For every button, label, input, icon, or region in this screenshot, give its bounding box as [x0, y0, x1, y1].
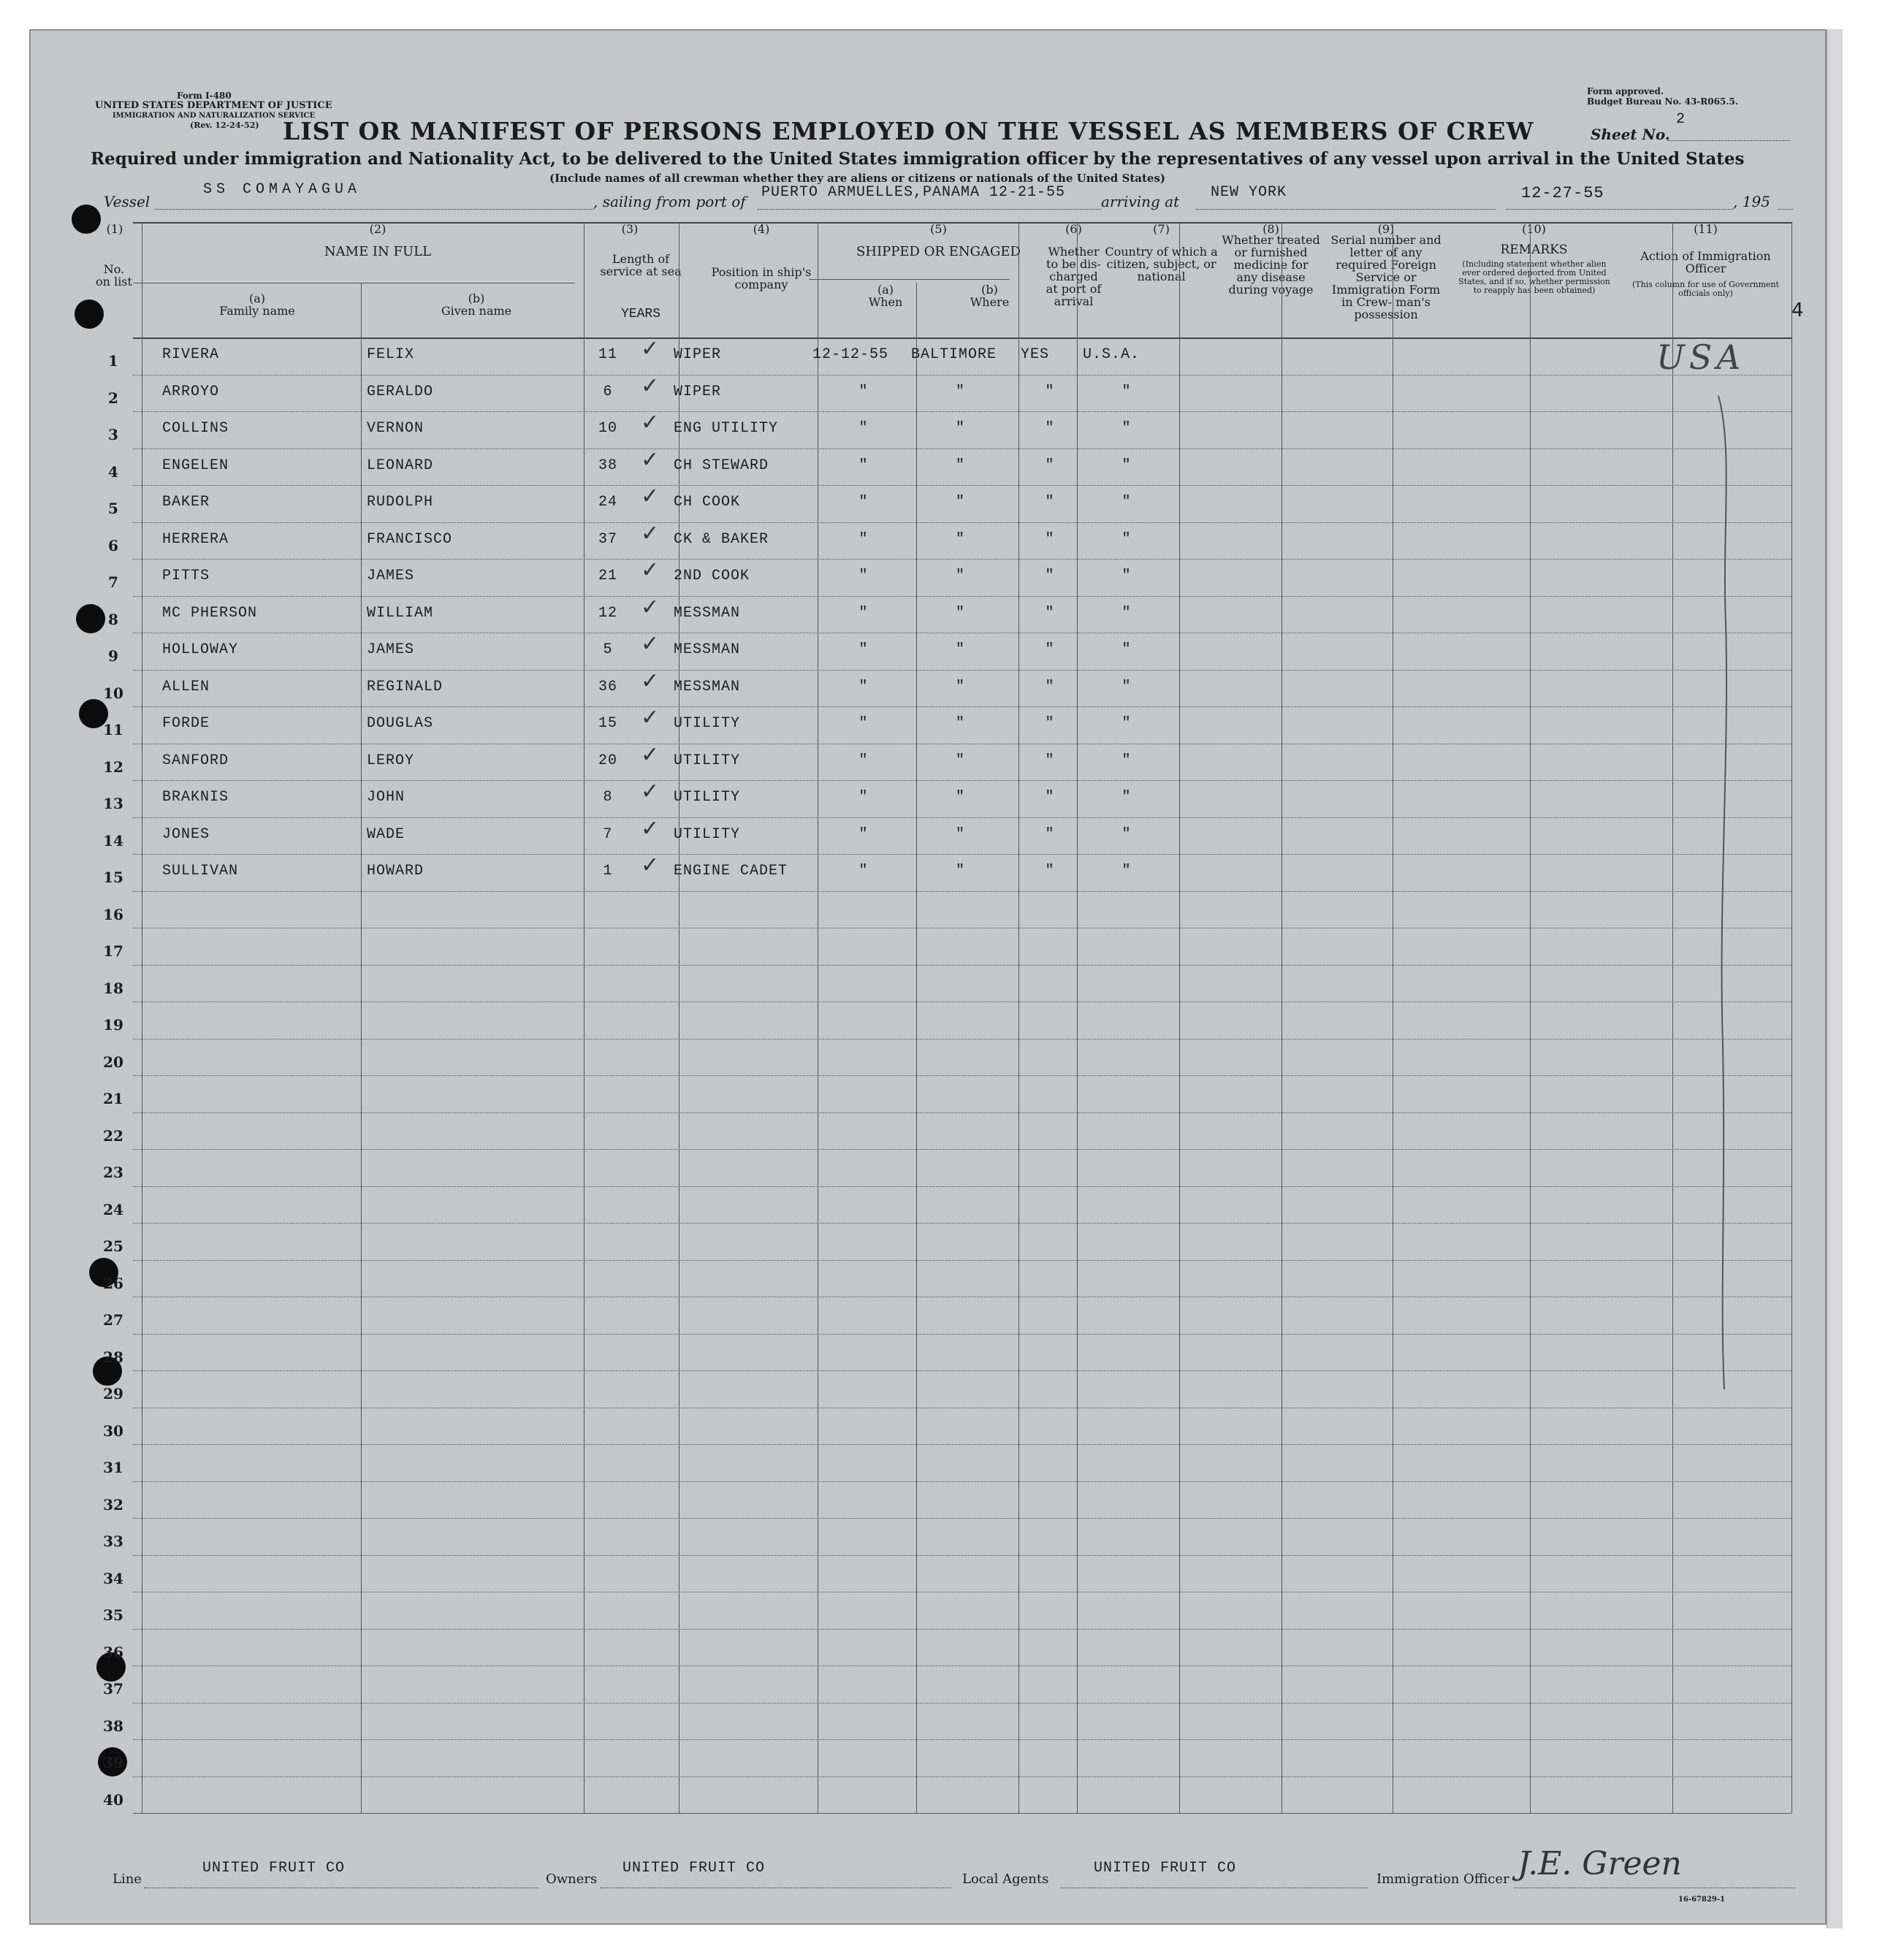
check-mark-icon: ✓	[641, 631, 660, 657]
grid-column-line	[1530, 222, 1531, 1813]
crew-position: CH STEWARD	[674, 457, 769, 474]
crew-where: "	[955, 383, 965, 400]
check-mark-icon: ✓	[641, 446, 660, 473]
row-number: 28	[103, 1348, 123, 1366]
crew-family: PITTS	[162, 568, 210, 584]
crew-when: "	[858, 825, 869, 843]
side-mark: 4	[1791, 299, 1804, 321]
crew-when: "	[858, 420, 869, 437]
grid-row-line	[133, 1555, 1791, 1556]
immigration-action-mark: USA	[1656, 337, 1745, 377]
crew-discharged: "	[1045, 494, 1055, 511]
row-number: 39	[103, 1754, 123, 1771]
crew-family: FORDE	[162, 715, 210, 732]
row-number: 15	[103, 869, 123, 886]
vessel-name: SS COMAYAGUA	[203, 181, 362, 198]
crew-discharged: "	[1045, 641, 1055, 658]
col6-label: Whether to be dis- charged at port of arrival	[1046, 245, 1102, 308]
check-mark-icon: ✓	[641, 594, 660, 620]
row-number: 10	[103, 684, 123, 702]
col7-label: Country of which a citizen, subject, or national	[1105, 245, 1218, 283]
crew-given: WILLIAM	[367, 604, 434, 622]
crew-given: LEROY	[367, 752, 415, 769]
crew-where: "	[955, 752, 965, 769]
crew-country: "	[1122, 825, 1132, 843]
crew-family: BRAKNIS	[162, 789, 229, 806]
department-name: UNITED STATES DEPARTMENT OF JUSTICE	[95, 100, 332, 111]
budget-bureau-no: Budget Bureau No. 43-R065.5.	[1587, 96, 1739, 107]
crew-discharged: "	[1045, 420, 1055, 437]
grid-row-line	[133, 780, 1791, 781]
row-number: 4	[108, 462, 118, 481]
crew-when: "	[858, 715, 869, 732]
crew-discharged: "	[1045, 752, 1055, 769]
crew-when: "	[858, 383, 869, 400]
arriving-at-label: arriving at	[1101, 193, 1180, 210]
crew-country: "	[1122, 715, 1132, 732]
col2a-label: Family name	[219, 304, 295, 318]
crew-given: VERNON	[367, 420, 424, 437]
col6-number: (6)	[1065, 222, 1082, 236]
crew-discharged: "	[1045, 825, 1055, 843]
crew-where: "	[955, 641, 965, 658]
crew-years: 8	[603, 789, 613, 806]
crew-where: "	[955, 715, 965, 732]
year-label: , 195	[1733, 193, 1770, 210]
crew-position: ENGINE CADET	[674, 863, 788, 879]
crew-position: MESSMAN	[674, 641, 741, 658]
grid-column-line	[1179, 222, 1180, 1813]
crew-given: HOWARD	[367, 863, 424, 879]
col10-label: REMARKS	[1500, 243, 1568, 257]
crew-country: "	[1122, 494, 1132, 511]
check-mark-icon: ✓	[641, 705, 660, 730]
crew-country: "	[1122, 863, 1132, 879]
crew-where: "	[955, 420, 965, 437]
col11-label: Action of Immigration Officer	[1640, 249, 1771, 275]
row-number: 20	[103, 1053, 123, 1071]
crew-where: BALTIMORE	[911, 346, 997, 363]
row-number: 33	[103, 1533, 123, 1550]
crew-family: COLLINS	[162, 420, 229, 437]
sailing-from-label: , sailing from port of	[593, 193, 746, 210]
grid-row-line	[133, 1370, 1791, 1371]
crew-position: UTILITY	[674, 789, 741, 806]
grid-column-line	[1672, 222, 1673, 1813]
grid-row-line	[133, 337, 1791, 339]
grid-row-line	[133, 1444, 1791, 1445]
grid-row-line	[133, 817, 1791, 818]
row-number: 1	[108, 352, 118, 370]
crew-years: 6	[603, 383, 613, 400]
owners-value: UNITED FRUIT CO	[622, 1860, 766, 1877]
crew-position: CH COOK	[674, 494, 741, 511]
crew-when: "	[858, 789, 869, 806]
crew-given: DOUGLAS	[367, 715, 434, 732]
crew-country: "	[1122, 678, 1132, 695]
crew-where: "	[955, 457, 965, 474]
crew-discharged: "	[1045, 568, 1055, 584]
crew-years: 24	[598, 494, 617, 511]
col5a-number: (a)	[877, 283, 894, 297]
crew-when: 12-12-55	[812, 346, 889, 363]
form-subtitle: Required under immigration and Nationality Act, to be delivered to the United States immigration officer by the representatives of any vessel upon arrival in the United States	[91, 149, 1745, 169]
crew-when: "	[858, 530, 869, 548]
crew-family: HOLLOWAY	[162, 641, 239, 658]
crew-discharged: "	[1045, 678, 1055, 695]
col5-number: (5)	[930, 222, 947, 236]
grid-row-line	[133, 965, 1791, 966]
col10-note: (Including statement whether alien ever ordered deported from United States, and if so, whether permission to reapply has been obtained)	[1458, 259, 1610, 295]
crew-family: HERRERA	[162, 530, 229, 548]
grid-row-line	[133, 222, 1791, 224]
grid-row-line	[133, 1739, 1791, 1740]
crew-position: 2ND COOK	[674, 568, 750, 584]
row-number: 36	[103, 1643, 123, 1661]
grid-row-line	[133, 1075, 1791, 1076]
row-number: 21	[103, 1090, 123, 1107]
row-number: 2	[108, 389, 118, 407]
crew-when: "	[858, 863, 869, 879]
form-title: LIST OR MANIFEST OF PERSONS EMPLOYED ON THE VESSEL AS MEMBERS OF CREW	[283, 117, 1534, 145]
crew-country: "	[1122, 568, 1132, 584]
col2b-label: Given name	[441, 304, 512, 318]
col7-number: (7)	[1153, 222, 1170, 236]
row-number: 3	[108, 426, 118, 443]
check-mark-icon: ✓	[641, 779, 660, 804]
crew-discharged: "	[1045, 457, 1055, 474]
col8-label: Whether treated or furnished medicine for any disease during voyage	[1222, 233, 1320, 297]
arriving-at-port: NEW YORK	[1211, 184, 1287, 201]
crew-years: 37	[598, 530, 617, 548]
form-subtitle-note: (Include names of all crewman whether they are aliens or citizens or nationals of the United States)	[549, 172, 1165, 185]
grid-row-line	[133, 1776, 1791, 1777]
crew-family: MC PHERSON	[162, 604, 258, 622]
grid-row-line	[133, 1260, 1791, 1261]
crew-where: "	[955, 530, 965, 548]
crew-position: UTILITY	[674, 752, 741, 769]
crew-country: "	[1122, 752, 1132, 769]
grid-row-line	[133, 411, 1791, 412]
crew-years: 15	[598, 715, 617, 732]
row-number: 40	[103, 1790, 123, 1809]
col9-label: Serial number and letter of any required Foreign Service or Immigration Form in Crew- man's possession	[1330, 233, 1442, 321]
crew-when: "	[858, 604, 869, 622]
grid-row-line	[133, 1813, 1791, 1814]
row-number: 14	[103, 831, 123, 850]
col2-label: NAME IN FULL	[324, 244, 432, 259]
crew-discharged: "	[1045, 530, 1055, 548]
crew-years: 1	[603, 863, 613, 879]
check-mark-icon: ✓	[641, 373, 660, 399]
crew-manifest-form	[29, 29, 1827, 1925]
col2a-number: (a)	[248, 291, 266, 305]
col5-label: SHIPPED OR ENGAGED	[856, 244, 1021, 259]
row-number: 27	[103, 1311, 123, 1329]
crew-family: RIVERA	[162, 346, 220, 363]
col1-number: (1)	[106, 222, 123, 236]
check-mark-icon: ✓	[641, 410, 660, 435]
check-mark-icon: ✓	[641, 852, 660, 878]
grid-row-line	[133, 1186, 1791, 1187]
row-number: 17	[103, 942, 123, 960]
crew-given: RUDOLPH	[367, 494, 434, 511]
crew-where: "	[955, 604, 965, 622]
crew-family: SULLIVAN	[162, 863, 239, 879]
crew-family: ARROYO	[162, 383, 220, 400]
crew-given: JAMES	[367, 568, 415, 584]
crew-given: JOHN	[367, 789, 405, 806]
check-mark-icon: ✓	[641, 668, 660, 694]
grid-row-line	[133, 1149, 1791, 1150]
grid-row-line	[809, 279, 1010, 280]
crew-years: 11	[598, 346, 617, 363]
check-mark-icon: ✓	[641, 484, 660, 509]
grid-row-line	[133, 854, 1791, 855]
crew-where: "	[955, 494, 965, 511]
row-number: 25	[103, 1237, 123, 1255]
grid-row-line	[133, 1001, 1791, 1002]
row-number: 9	[108, 647, 118, 665]
sailing-from-port: PUERTO ARMUELLES,PANAMA 12-21-55	[761, 184, 1066, 201]
crew-country: "	[1122, 604, 1132, 622]
crew-family: SANFORD	[162, 752, 229, 769]
crew-country: "	[1122, 641, 1132, 658]
vessel-label: Vessel	[104, 193, 151, 210]
grid-row-line	[133, 1629, 1791, 1630]
crew-country: "	[1122, 457, 1132, 474]
grid-row-line	[133, 1518, 1791, 1519]
crew-family: ALLEN	[162, 678, 210, 695]
owners-label: Owners	[546, 1871, 598, 1887]
row-number: 19	[103, 1016, 123, 1034]
grid-column-line	[1791, 222, 1792, 1813]
row-number: 5	[108, 500, 118, 517]
crew-country: "	[1122, 789, 1132, 806]
col11-number: (11)	[1694, 222, 1718, 236]
col1-label: No. on list	[96, 262, 132, 289]
crew-position: ENG UTILITY	[674, 420, 779, 437]
crew-position: UTILITY	[674, 715, 741, 732]
crew-when: "	[858, 752, 869, 769]
row-number: 18	[103, 979, 123, 997]
grid-row-line	[133, 1334, 1791, 1335]
crew-country: U.S.A.	[1083, 346, 1141, 363]
crew-where: "	[955, 825, 965, 843]
local-agents-value: UNITED FRUIT CO	[1094, 1860, 1237, 1877]
crew-country: "	[1122, 420, 1132, 437]
crew-years: 20	[598, 752, 617, 769]
crew-where: "	[955, 678, 965, 695]
grid-row-line	[133, 559, 1791, 560]
grid-column-line	[916, 283, 917, 1813]
row-number: 38	[103, 1717, 123, 1735]
handwritten-bracket-line	[1689, 389, 1748, 1397]
crew-country: "	[1122, 383, 1132, 400]
row-number: 8	[108, 610, 118, 628]
crew-given: GERALDO	[367, 383, 434, 400]
immigration-officer-label: Immigration Officer	[1376, 1871, 1509, 1887]
check-mark-icon: ✓	[641, 520, 660, 546]
col3-number: (3)	[621, 222, 639, 236]
local-agents-label: Local Agents	[962, 1871, 1049, 1887]
row-number: 34	[103, 1569, 123, 1587]
grid-row-line	[133, 485, 1791, 486]
check-mark-icon: ✓	[641, 741, 660, 768]
grid-row-line	[133, 1223, 1791, 1224]
grid-row-line	[133, 596, 1791, 597]
crew-when: "	[858, 457, 869, 474]
line-label: Line	[113, 1871, 142, 1887]
immigration-officer-signature: J.E. Green	[1518, 1845, 1682, 1882]
grid-row-line	[133, 891, 1791, 892]
row-number: 12	[103, 757, 123, 776]
crew-when: "	[858, 494, 869, 511]
crew-where: "	[955, 863, 965, 879]
row-number: 32	[103, 1495, 123, 1514]
crew-discharged: "	[1045, 789, 1055, 806]
row-number: 11	[103, 721, 123, 739]
grid-column-line	[361, 283, 362, 1813]
crew-where: "	[955, 568, 965, 584]
row-number: 22	[103, 1126, 123, 1145]
col3-label: Length of service at sea	[600, 252, 682, 278]
sheet-number-label: Sheet No.	[1591, 126, 1670, 143]
row-number: 23	[103, 1164, 123, 1181]
crew-where: "	[955, 789, 965, 806]
row-number: 30	[103, 1421, 123, 1440]
crew-years: 38	[598, 457, 617, 474]
print-code: 16-67829-1	[1678, 1896, 1725, 1904]
col2-number: (2)	[369, 222, 386, 236]
grid-row-line	[133, 1665, 1791, 1666]
col2b-number: (b)	[468, 291, 485, 305]
col5b-label: Where	[970, 295, 1010, 309]
row-number: 26	[103, 1274, 123, 1292]
crew-family: JONES	[162, 825, 210, 843]
col9-number: (9)	[1377, 222, 1395, 236]
crew-years: 10	[598, 420, 617, 437]
crew-family: ENGELEN	[162, 457, 229, 474]
punch-hole	[75, 299, 104, 329]
row-number: 35	[103, 1606, 123, 1624]
grid-row-line	[133, 1481, 1791, 1482]
grid-row-line	[133, 522, 1791, 523]
crew-given: REGINALD	[367, 678, 443, 695]
row-number: 16	[103, 905, 123, 923]
col5b-number: (b)	[981, 283, 998, 297]
crew-discharged: "	[1045, 863, 1055, 879]
col10-number: (10)	[1522, 222, 1546, 236]
col3-unit: YEARS	[620, 307, 660, 321]
col8-number: (8)	[1263, 222, 1279, 236]
page-edge	[1827, 29, 1843, 1928]
crew-discharged: YES	[1021, 346, 1050, 363]
crew-discharged: "	[1045, 604, 1055, 622]
crew-years: 36	[598, 678, 617, 695]
crew-when: "	[858, 678, 869, 695]
check-mark-icon: ✓	[641, 557, 660, 583]
crew-given: FELIX	[367, 346, 415, 363]
crew-when: "	[858, 641, 869, 658]
col4-number: (4)	[753, 222, 770, 236]
revision-date: (Rev. 12-24-52)	[190, 121, 259, 130]
col5a-label: When	[868, 295, 903, 309]
crew-position: WIPER	[674, 346, 722, 363]
row-number: 7	[108, 573, 118, 591]
row-number: 13	[103, 795, 123, 812]
row-number: 6	[108, 536, 118, 554]
grid-column-line	[1018, 222, 1019, 1813]
crew-years: 7	[603, 825, 613, 843]
col11-note: (This column for use of Government officials only)	[1631, 280, 1780, 298]
crew-given: WADE	[367, 825, 405, 843]
form-number: Form I-480	[177, 91, 232, 101]
crew-given: FRANCISCO	[367, 530, 453, 548]
crew-years: 12	[598, 604, 617, 622]
crew-position: CK & BAKER	[674, 530, 769, 548]
grid-row-line	[133, 706, 1791, 707]
service-name: IMMIGRATION AND NATURALIZATION SERVICE	[113, 112, 316, 120]
crew-position: MESSMAN	[674, 678, 741, 695]
row-number: 24	[103, 1200, 123, 1218]
crew-years: 21	[598, 568, 617, 584]
grid-row-line	[133, 670, 1791, 671]
row-number: 37	[103, 1680, 123, 1698]
crew-discharged: "	[1045, 715, 1055, 732]
crew-country: "	[1122, 530, 1132, 548]
crew-years: 5	[603, 641, 613, 658]
crew-position: UTILITY	[674, 825, 741, 843]
row-number: 29	[103, 1385, 123, 1402]
crew-position: WIPER	[674, 383, 722, 400]
crew-position: MESSMAN	[674, 604, 741, 622]
check-mark-icon: ✓	[641, 815, 660, 841]
crew-given: LEONARD	[367, 457, 434, 474]
check-mark-icon: ✓	[641, 336, 660, 362]
crew-given: JAMES	[367, 641, 415, 658]
form-approved: Form approved.	[1587, 86, 1664, 96]
crew-when: "	[858, 568, 869, 584]
arrival-date: 12-27-55	[1521, 184, 1604, 202]
line-value: UNITED FRUIT CO	[202, 1860, 346, 1877]
col4-label: Position in ship's company	[711, 265, 812, 291]
sheet-number: 2	[1676, 111, 1686, 128]
row-number: 31	[103, 1459, 123, 1476]
crew-family: BAKER	[162, 494, 210, 511]
crew-discharged: "	[1045, 383, 1055, 400]
